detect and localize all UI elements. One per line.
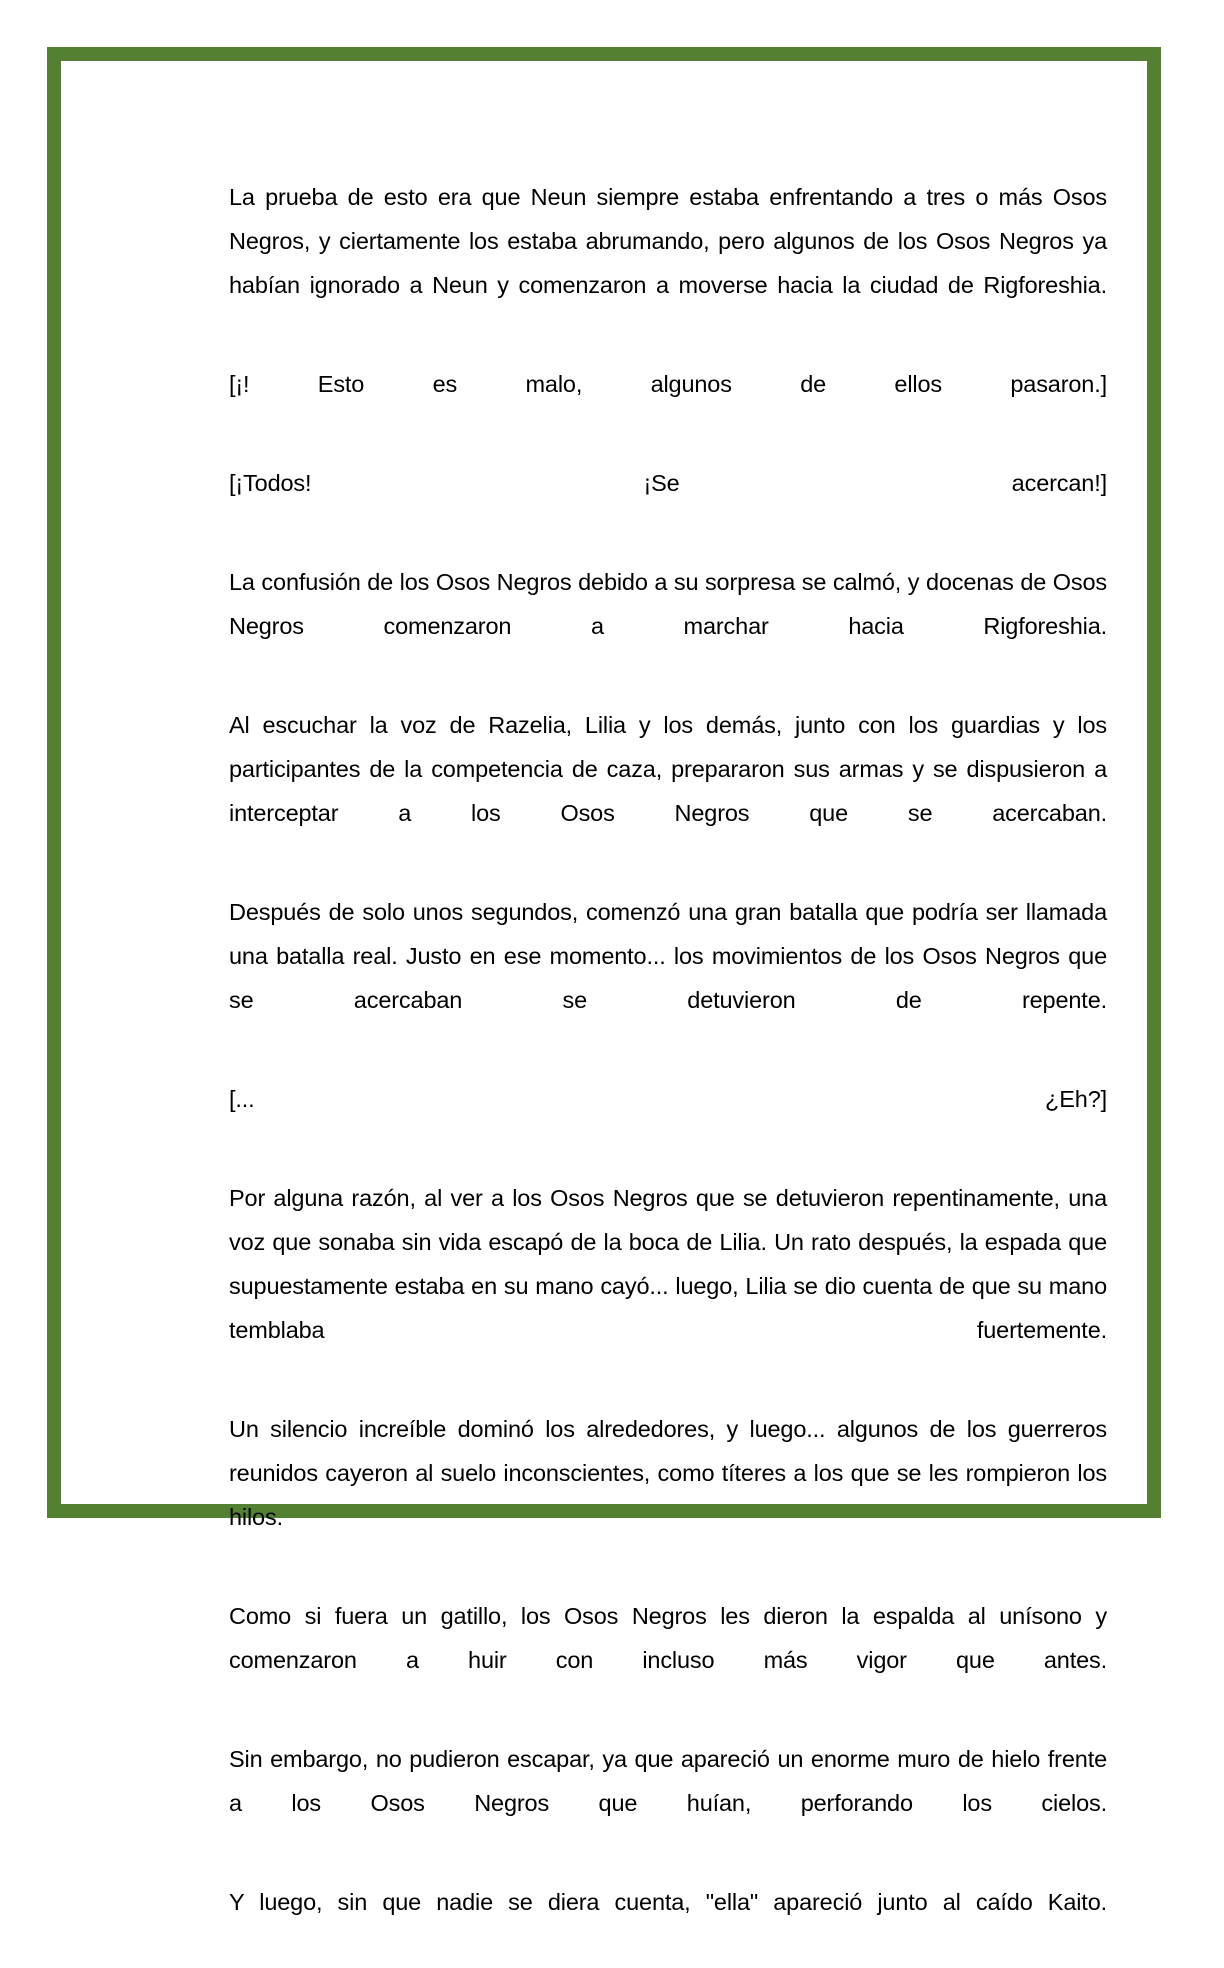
paragraph: Al escuchar la voz de Razelia, Lilia y los demás, junto con los guardias y los participantes de la competencia de caza, prepararon sus armas y se dispusieron a interceptar a los Osos Negros que se acercaban.	[229, 712, 1107, 826]
page-green-border-frame	[47, 47, 1161, 1915]
document-text-body	[229, 175, 1107, 1968]
paragraph-dialogue: [¡Todos! ¡Se acercan!]	[229, 470, 1107, 496]
paragraph: La confusión de los Osos Negros debido a su sorpresa se calmó, y docenas de Osos Negros comenzaron a marchar hacia Rigforeshia.	[229, 569, 1107, 639]
paragraph: Por alguna razón, al ver a los Osos Negros que se detuvieron repentinamente, una voz que sonaba sin vida escapó de la boca de Lilia. Un rato después, la espada que supuestamente estaba en su mano cayó... luego, Lilia se dio cuenta de que su mano temblaba fuertemente.	[229, 1185, 1107, 1343]
paragraph: Y luego, sin que nadie se diera cuenta, "ella" apareció junto al caído Kaito.	[229, 1889, 1107, 1915]
paragraph: Después de solo unos segundos, comenzó una gran batalla que podría ser llamada una batalla real. Justo en ese momento... los movimientos de los Osos Negros que se acercaban se detuvieron de repente.	[229, 899, 1107, 1013]
paragraph: Sin embargo, no pudieron escapar, ya que apareció un enorme muro de hielo frente a los Osos Negros que huían, perforando los cielos.	[229, 1746, 1107, 1816]
paragraph: La prueba de esto era que Neun siempre estaba enfrentando a tres o más Osos Negros, y ciertamente los estaba abrumando, pero algunos de los Osos Negros ya habían ignorado a Neun y comenzaron a moverse hacia la ciudad de Rigforeshia.	[229, 184, 1107, 298]
paragraph-dialogue: [... ¿Eh?]	[229, 1086, 1107, 1112]
paragraph: Como si fuera un gatillo, los Osos Negros les dieron la espalda al unísono y comenzaron a huir con incluso más vigor que antes.	[229, 1603, 1107, 1673]
paragraph: Un silencio increíble dominó los alrededores, y luego... algunos de los guerreros reunidos cayeron al suelo inconscientes, como títeres a los que se les rompieron los hilos.	[229, 1416, 1107, 1530]
paragraph-dialogue: [¡! Esto es malo, algunos de ellos pasaron.]	[229, 371, 1107, 397]
